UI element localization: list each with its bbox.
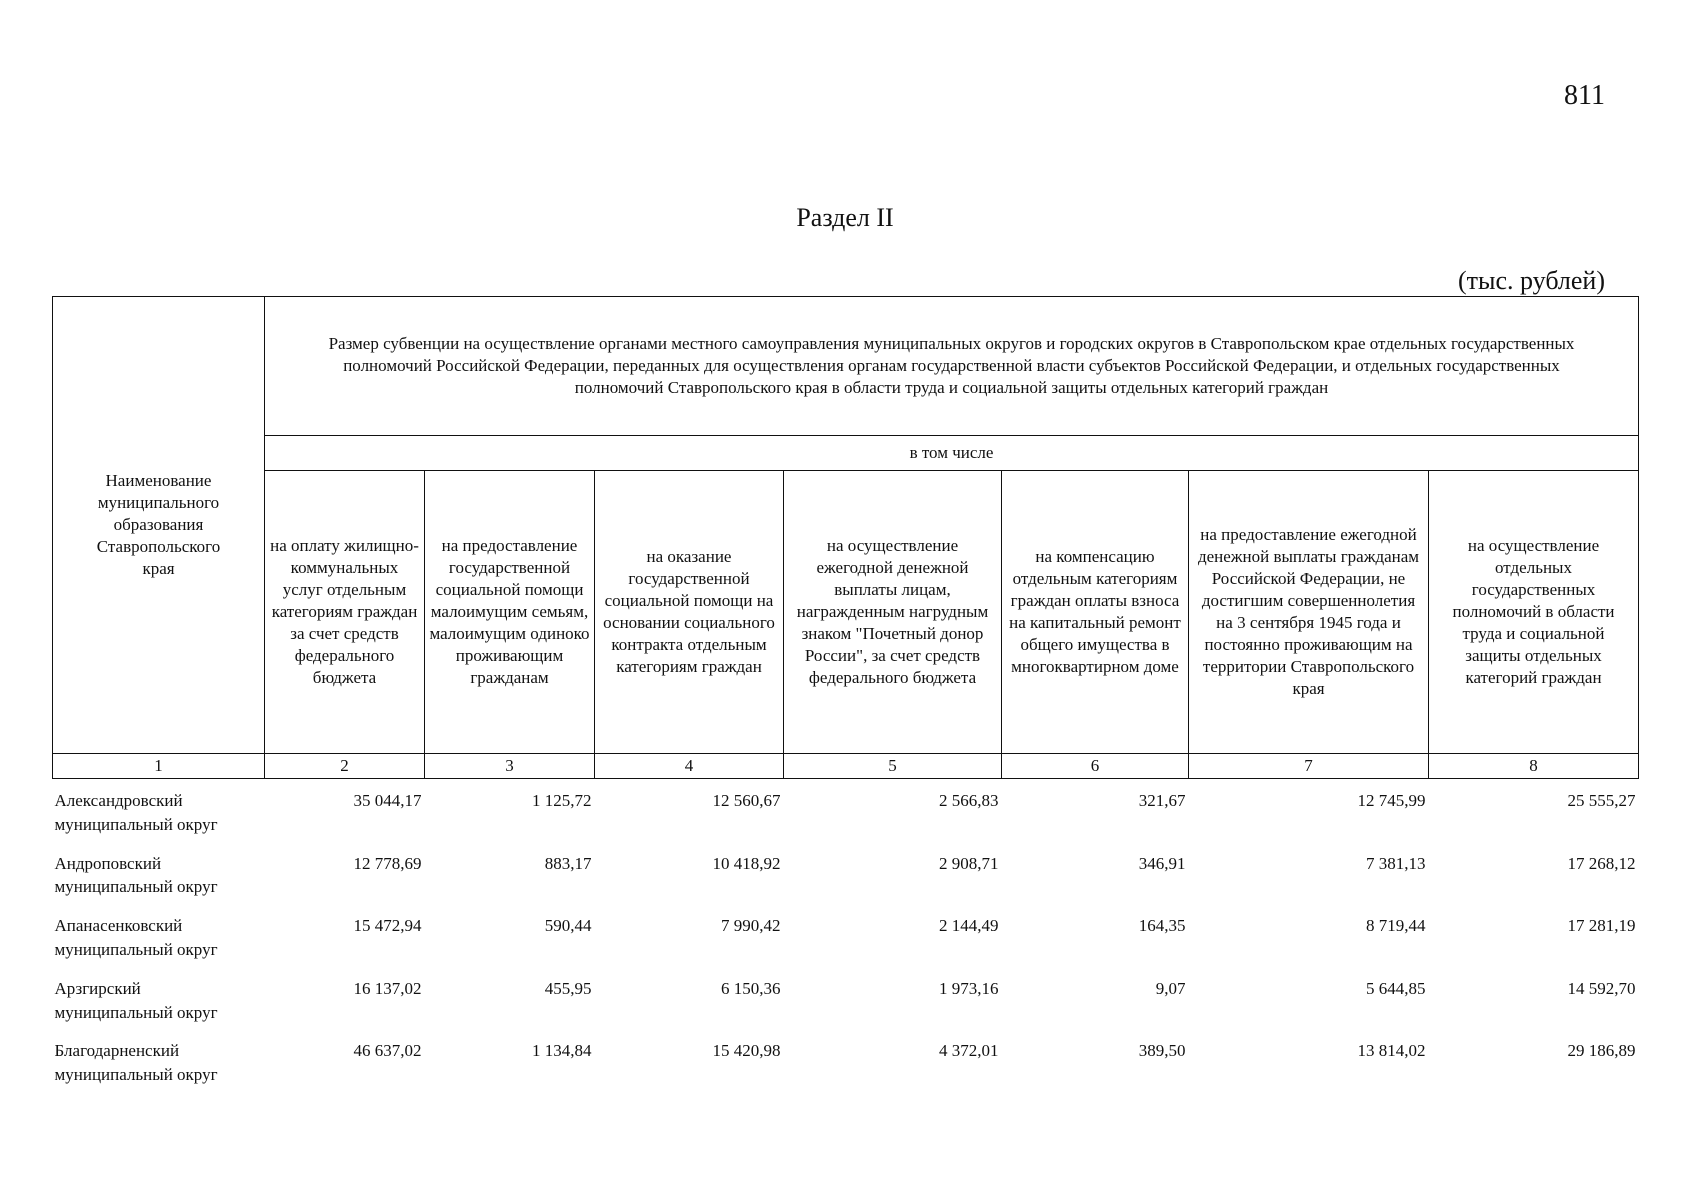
header-col-7: на предоставление ежегодной денежной выплаты гражданам Российской Федерации, не достигшим совершеннолетия на 3 сентября 1945 года и постоянно проживающим на территории Ставропольского края <box>1189 471 1429 754</box>
cell-value: 164,35 <box>1138 916 1186 936</box>
header-subsidy-total: Размер субвенции на осуществление органами местного самоуправления муниципальных округов и городских округов в Ставропольском крае отдельных государственных полномочий Российской Федерации, переданных для осуществления органам государственной власти субъектов Российской Федерации, и отдельных государственных полномочий Ставропольского края в области труда и социальной защиты отдельных категорий граждан <box>265 297 1639 436</box>
cell-value: 7 990,42 <box>721 916 781 936</box>
cell-value: 9,07 <box>1155 978 1186 998</box>
municipality-name: Арзгирский муниципальный округ <box>54 978 218 1022</box>
column-number: 8 <box>1429 754 1639 779</box>
cell-value: 8 719,44 <box>1366 916 1426 936</box>
units-label: (тыс. рублей) <box>1457 266 1605 295</box>
cell-value: 389,50 <box>1138 1041 1186 1061</box>
column-number: 6 <box>1002 754 1189 779</box>
cell-value: 12 745,99 <box>1357 791 1426 810</box>
subsidy-table <box>52 296 1639 1092</box>
cell-value: 12 560,67 <box>712 791 781 810</box>
table-row <box>53 779 1639 842</box>
column-number: 3 <box>425 754 595 779</box>
cell-value: 46 637,02 <box>353 1041 422 1061</box>
column-number: 4 <box>595 754 784 779</box>
header-including: в том числе <box>265 436 1639 471</box>
header-col-2: на оплату жилищно-коммунальных услуг отдельным категориям граждан за счет средств федерального бюджета <box>265 471 425 754</box>
cell-value: 1 134,84 <box>532 1041 592 1061</box>
table-row <box>53 842 1639 905</box>
cell-value: 7 381,13 <box>1366 853 1426 873</box>
header-col-6: на компенсацию отдельным категориям граждан оплаты взноса на капитальный ремонт общего имущества в многоквартирном доме <box>1002 471 1189 754</box>
cell-value: 2 566,83 <box>939 791 999 810</box>
cell-value: 883,17 <box>544 853 592 873</box>
table-row <box>53 1029 1639 1092</box>
cell-value: 17 268,12 <box>1567 853 1636 873</box>
cell-value: 35 044,17 <box>353 791 422 810</box>
section-title: Раздел II <box>796 203 894 232</box>
cell-value: 13 814,02 <box>1357 1041 1426 1061</box>
municipality-name: Андроповский муниципальный округ <box>54 853 218 897</box>
table-row <box>53 967 1639 1030</box>
cell-value: 455,95 <box>544 978 592 998</box>
cell-value: 1 973,16 <box>939 978 999 998</box>
cell-value: 2 908,71 <box>939 853 999 873</box>
cell-value: 29 186,89 <box>1567 1041 1636 1061</box>
municipality-name: Александровский муниципальный округ <box>54 791 218 834</box>
column-number: 2 <box>265 754 425 779</box>
cell-value: 346,91 <box>1138 853 1186 873</box>
municipality-name: Апанасенковский муниципальный округ <box>54 916 218 959</box>
cell-value: 4 372,01 <box>939 1041 999 1061</box>
cell-value: 2 144,49 <box>939 916 999 936</box>
cell-value: 15 420,98 <box>712 1041 781 1061</box>
header-col-3: на предоставление государственной социальной помощи малоимущим семьям, малоимущим одиноко проживающим гражданам <box>425 471 595 754</box>
cell-value: 17 281,19 <box>1567 916 1636 936</box>
cell-value: 25 555,27 <box>1567 791 1636 810</box>
cell-value: 12 778,69 <box>353 853 422 873</box>
column-number: 1 <box>53 754 265 779</box>
column-number: 5 <box>784 754 1002 779</box>
header-municipality-name: Наименование муниципального образования Ставропольского края <box>53 297 265 754</box>
header-col-8: на осуществление отдельных государственных полномочий в области труда и социальной защиты отдельных категорий граждан <box>1429 471 1639 754</box>
page-number: 811 <box>1564 80 1605 111</box>
header-col-5: на осуществление ежегодной денежной выплаты лицам, награжденным нагрудным знаком "Почетный донор России", за счет средств федерального бюджета <box>784 471 1002 754</box>
table-row <box>53 904 1639 967</box>
municipality-name: Благодарненский муниципальный округ <box>54 1041 218 1085</box>
cell-value: 16 137,02 <box>353 978 422 998</box>
header-col-4: на оказание государственной социальной помощи на основании социального контракта отдельным категориям граждан <box>595 471 784 754</box>
cell-value: 1 125,72 <box>532 791 592 810</box>
cell-value: 15 472,94 <box>353 916 422 936</box>
column-number: 7 <box>1189 754 1429 779</box>
cell-value: 321,67 <box>1138 791 1186 810</box>
cell-value: 14 592,70 <box>1567 978 1636 998</box>
cell-value: 5 644,85 <box>1366 978 1426 998</box>
cell-value: 590,44 <box>544 916 592 936</box>
cell-value: 10 418,92 <box>712 853 781 873</box>
cell-value: 6 150,36 <box>721 978 781 998</box>
